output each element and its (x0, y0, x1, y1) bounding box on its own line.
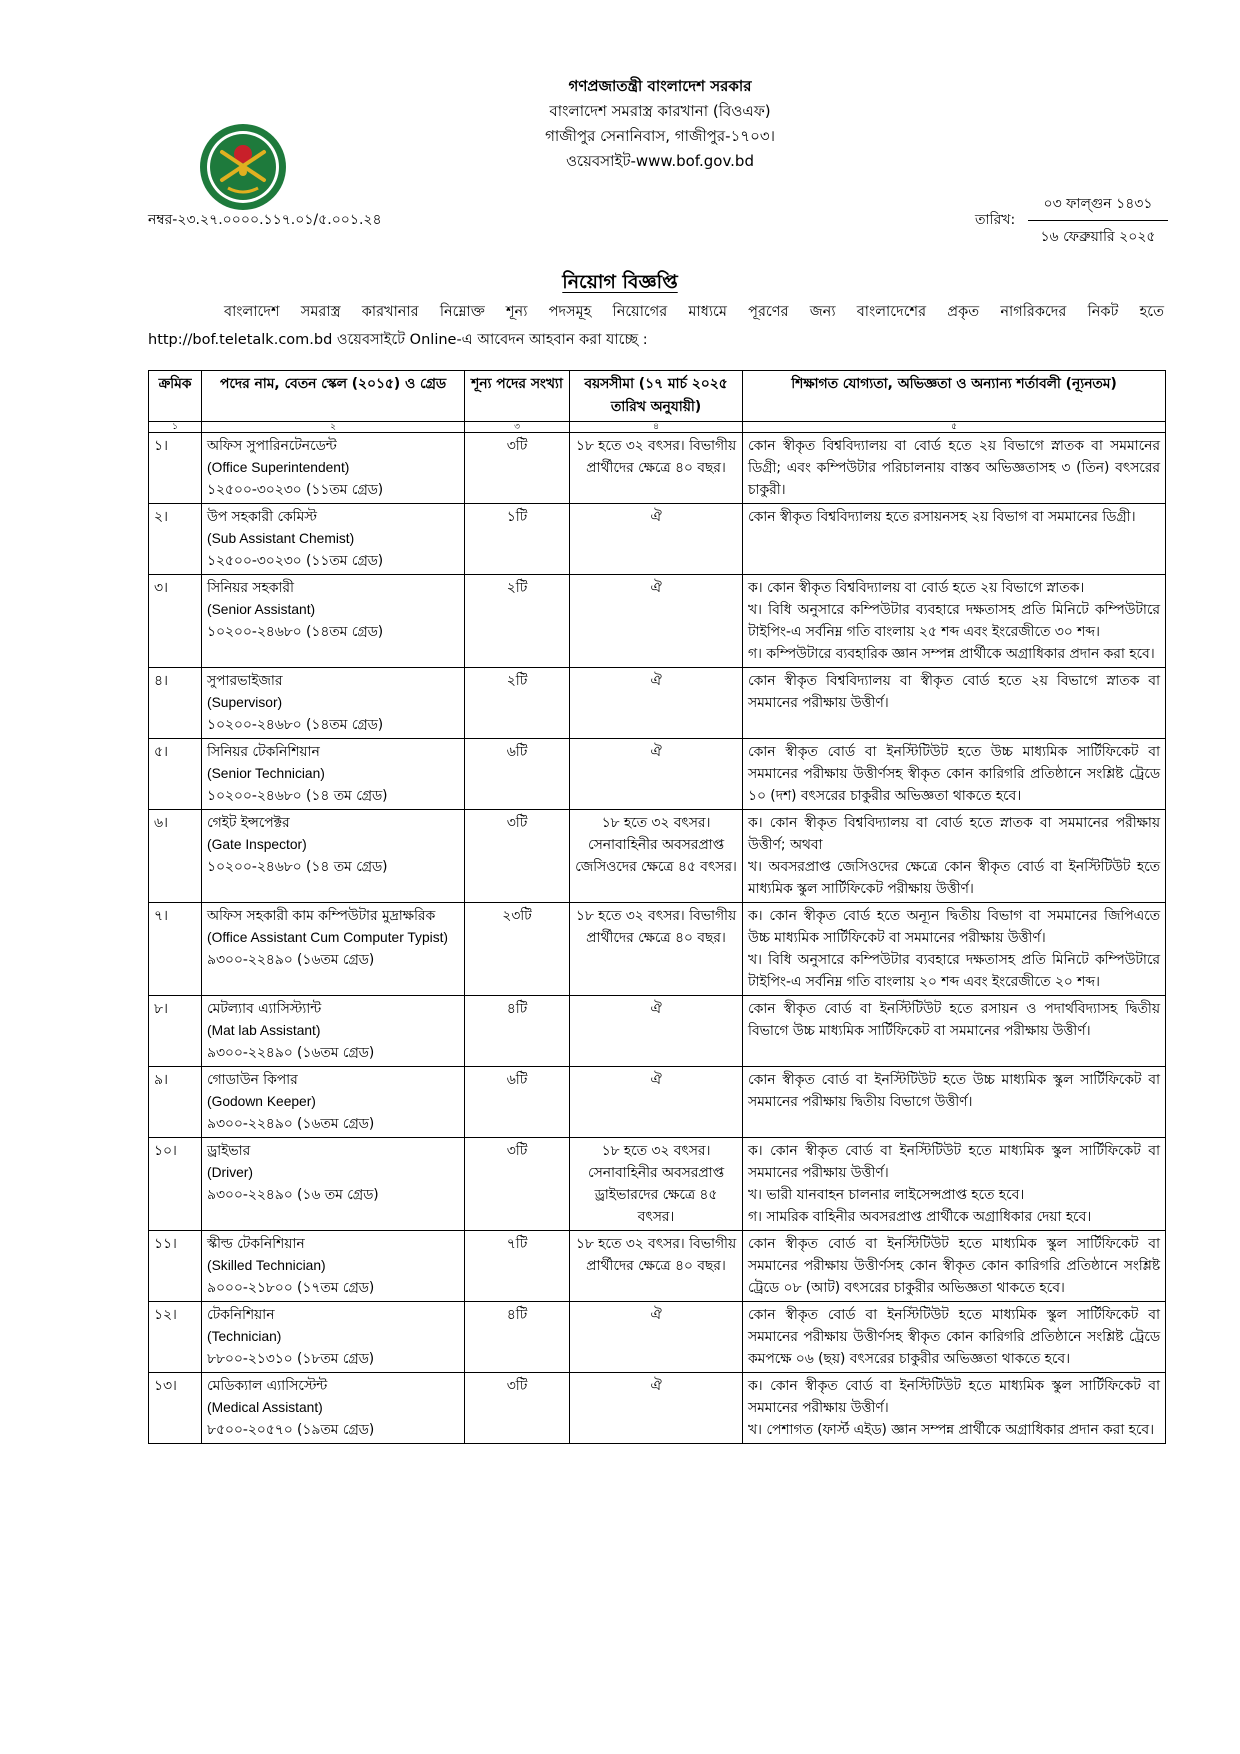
vacancy-count-cell: ২টি (465, 575, 570, 668)
post-cell (202, 810, 465, 903)
post-name-bangla: উপ সহকারী কেমিস্ট (207, 509, 317, 525)
pay-scale: ৯৩০০-২২৪৯০ (১৬তম গ্রেড) (207, 1045, 375, 1061)
qualification-cell (743, 433, 1166, 504)
serial-cell: ১। (149, 433, 202, 504)
organization-name: বাংলাদেশ সমরাস্ত্র কারখানা (বিওএফ) (549, 102, 771, 120)
qualification-line: কোন স্বীকৃত বোর্ড বা ইনস্টিটিউট হতে রসায়ন ও পদার্থবিদ্যাসহ দ্বিতীয় বিভাগে উচ্চ মাধ্যমিক সার্টিফিকেট বা সমমানের পরীক্ষায় উত্তীর্ণ। (748, 1001, 1160, 1039)
vacancy-count-cell: ২টি (465, 668, 570, 739)
age-limit-cell: ঐ (570, 1302, 743, 1373)
post-name-english: (Gate Inspector) (207, 837, 307, 852)
pay-scale: ৯৩০০-২২৪৯০ (১৬ তম গ্রেড) (207, 1187, 379, 1203)
pay-scale: ১০২০০-২৪৬৮০ (১৪তম গ্রেড) (207, 717, 384, 733)
serial-cell: ৮। (149, 996, 202, 1067)
vacancy-count-cell: ৩টি (465, 433, 570, 504)
post-cell (202, 903, 465, 996)
pay-scale: ৮৮০০-২১৩১০ (১৮তম গ্রেড) (207, 1351, 375, 1367)
vacancy-count-cell: ৩টি (465, 1373, 570, 1444)
age-limit-cell: ঐ (570, 996, 743, 1067)
table-row (149, 903, 1166, 996)
qualification-cell (743, 739, 1166, 810)
post-name-english: (Sub Assistant Chemist) (207, 531, 355, 546)
age-limit-cell: ঐ (570, 504, 743, 575)
pay-scale: ১০২০০-২৪৬৮০ (১৪ তম গ্রেড) (207, 788, 388, 804)
post-name-bangla: সিনিয়র সহকারী (207, 580, 294, 596)
post-cell (202, 1067, 465, 1138)
serial-cell: ১০। (149, 1138, 202, 1231)
post-name-english: (Driver) (207, 1165, 253, 1180)
post-name-bangla: ড্রাইভার (207, 1143, 251, 1159)
age-limit-cell: ঐ (570, 668, 743, 739)
post-cell (202, 668, 465, 739)
intro-line-2: http://bof.teletalk.com.bd ওয়েবসাইটে Online-এ আবেদন আহবান করা যাচ্ছে : (148, 332, 648, 348)
qualification-line: কোন স্বীকৃত বিশ্ববিদ্যালয় হতে রসায়নসহ ২য় বিভাগ বা সমমানের ডিগ্রী। (748, 509, 1136, 525)
post-name-bangla: টেকনিশিয়ান (207, 1307, 275, 1323)
post-cell (202, 433, 465, 504)
qualification-cell (743, 903, 1166, 996)
vacancy-count-cell: ৩টি (465, 810, 570, 903)
post-name-english: (Godown Keeper) (207, 1094, 316, 1109)
post-cell (202, 1138, 465, 1231)
table-row (149, 668, 1166, 739)
qualification-cell (743, 1302, 1166, 1373)
qualification-line: গ। কম্পিউটারে ব্যবহারিক জ্ঞান সম্পন্ন প্রার্থীকে অগ্রাধিকার প্রদান করা হবে। (748, 646, 1155, 662)
post-name-bangla: গোডাউন কিপার (207, 1072, 298, 1088)
qualification-line: কোন স্বীকৃত বোর্ড বা ইনস্টিটিউট হতে মাধ্যমিক স্কুল সার্টিফিকেট বা সমমানের পরীক্ষায় উত্তীর্ণসহ স্বীকৃত কোন কারিগরি প্রতিষ্ঠানে সংশ্লিষ্ট ট্রেডে কমপক্ষে ০৬ (ছয়) বৎসরের চাকুরীর অভিজ্ঞতা থাকতে হবে। (748, 1307, 1160, 1367)
header-post: পদের নাম, বেতন স্কেল (২০১৫) ও গ্রেড (202, 371, 465, 422)
serial-cell: ৯। (149, 1067, 202, 1138)
qualification-cell (743, 1231, 1166, 1302)
table-row (149, 996, 1166, 1067)
intro-paragraph (148, 298, 1164, 354)
qualification-line: কোন স্বীকৃত বিশ্ববিদ্যালয় বা স্বীকৃত বোর্ড হতে ২য় বিভাগে স্নাতক বা সমমানের পরীক্ষায় উত্তীর্ণ। (748, 673, 1160, 711)
table-row (149, 433, 1166, 504)
serial-cell: ২। (149, 504, 202, 575)
post-name-english: (Senior Technician) (207, 766, 325, 781)
post-name-bangla: গেইট ইন্সপেক্টর (207, 815, 290, 831)
post-name-bangla: মেডিক্যাল এ্যাসিস্টেন্ট (207, 1378, 328, 1394)
pay-scale: ৮৫০০-২০৫৭০ (১৯তম গ্রেড) (207, 1422, 375, 1438)
post-name-english: (Office Assistant Cum Computer Typist) (207, 930, 449, 945)
qualification-line: ক। কোন স্বীকৃত বোর্ড বা ইনস্টিটিউট হতে মাধ্যমিক স্কুল সার্টিফিকেট বা সমমানের পরীক্ষায় উত্তীর্ণ। (748, 1143, 1160, 1181)
header-qualification: শিক্ষাগত যোগ্যতা, অভিজ্ঞতা ও অন্যান্য শর্তাবলী (ন্যূনতম) (743, 371, 1166, 422)
qualification-line: ক। কোন স্বীকৃত বিশ্ববিদ্যালয় বা বোর্ড হতে স্নাতক বা সমমানের পরীক্ষায় উত্তীর্ণ; অথবা (748, 815, 1160, 853)
qualification-line: খ। বিধি অনুসারে কম্পিউটার ব্যবহারে দক্ষতাসহ প্রতি মিনিটে কম্পিউটারে টাইপিং-এ সর্বনিম্ন গতি বাংলায় ২৫ শব্দ এবং ইংরেজীতে ৩০ শব্দ। (748, 602, 1160, 640)
post-name-english: (Medical Assistant) (207, 1400, 323, 1415)
age-limit-cell: ঐ (570, 1067, 743, 1138)
post-name-english: (Senior Assistant) (207, 602, 316, 617)
table-row (149, 575, 1166, 668)
qualification-line: ক। কোন স্বীকৃত বোর্ড হতে অন্যূন দ্বিতীয় বিভাগ বা সমমানের জিপিএতে উচ্চ মাধ্যমিক সার্টিফিকেট বা সমমানের পরীক্ষায় উত্তীর্ণ। (748, 908, 1160, 946)
post-cell (202, 504, 465, 575)
table-row (149, 1373, 1166, 1444)
qualification-cell (743, 575, 1166, 668)
intro-line-1: বাংলাদেশ সমরাস্ত্র কারখানার নিম্নোক্ত শূন্য পদসমূহ নিয়োগের মাধ্যমে পূরণের জন্য বাংলাদেশের প্রকৃত নাগরিকদের নিকট হতে (224, 304, 1164, 320)
table-row (149, 504, 1166, 575)
qualification-line: খ। বিধি অনুসারে কম্পিউটার ব্যবহারে দক্ষতাসহ প্রতি মিনিটে কম্পিউটারে টাইপিং-এ সর্বনিম্ন গতি বাংলায় ২০ শব্দ এবং ইংরেজীতে ২০ শব্দ। (748, 952, 1160, 990)
qualification-line: ক। কোন স্বীকৃত বিশ্ববিদ্যালয় বা বোর্ড হতে ২য় বিভাগে স্নাতক। (748, 580, 1085, 596)
pay-scale: ৯৩০০-২২৪৯০ (১৬তম গ্রেড) (207, 1116, 375, 1132)
qualification-line: কোন স্বীকৃত বোর্ড বা ইনস্টিটিউট হতে উচ্চ মাধ্যমিক স্কুল সার্টিফিকেট বা সমমানের পরীক্ষায় দ্বিতীয় বিভাগে উত্তীর্ণ। (748, 1072, 1160, 1110)
post-cell (202, 1231, 465, 1302)
header-age: বয়সসীমা (১৭ মার্চ ২০২৫ তারিখ অনুযায়ী) (570, 371, 743, 422)
header-serial: ক্রমিক (149, 371, 202, 422)
table-row (149, 1067, 1166, 1138)
post-name-bangla: স্কীল্ড টেকনিশিয়ান (207, 1236, 305, 1252)
qualification-line: কোন স্বীকৃত বিশ্ববিদ্যালয় বা বোর্ড হতে ২য় বিভাগে স্নাতক বা সমমানের ডিগ্রী; এবং কম্পিউটার পরিচালনায় বাস্তব অভিজ্ঞতাসহ ৩ (তিন) বৎসরের চাকুরী। (748, 438, 1160, 498)
organization-address: গাজীপুর সেনানিবাস, গাজীপুর-১৭০৩। (545, 127, 775, 145)
post-name-english: (Technician) (207, 1329, 282, 1344)
post-cell (202, 1373, 465, 1444)
age-limit-cell: ১৮ হতে ৩২ বৎসর। সেনাবাহিনীর অবসরপ্রাপ্ত জেসিওদের ক্ষেত্রে ৪৫ বৎসর। (570, 810, 743, 903)
qualification-cell (743, 1373, 1166, 1444)
qualification-cell (743, 668, 1166, 739)
pay-scale: ১২৫০০-৩০২৩০ (১১তম গ্রেড) (207, 482, 384, 498)
column-number: ৩ (465, 422, 570, 433)
table-row (149, 810, 1166, 903)
serial-cell: ৭। (149, 903, 202, 996)
qualification-line: খ। অবসরপ্রাপ্ত জেসিওদের ক্ষেত্রে কোন স্বীকৃত বোর্ড বা ইনস্টিটিউট হতে মাধ্যমিক স্কুল সার্টিফিকেট পরীক্ষায় উত্তীর্ণ। (748, 859, 1160, 897)
serial-cell: ৩। (149, 575, 202, 668)
column-number: ১ (149, 422, 202, 433)
column-number: ৫ (743, 422, 1166, 433)
vacancy-count-cell: ৪টি (465, 996, 570, 1067)
table-row (149, 1138, 1166, 1231)
post-name-english: (Office Superintendent) (207, 460, 350, 475)
pay-scale: ১০২০০-২৪৬৮০ (১৪তম গ্রেড) (207, 624, 384, 640)
vacancy-count-cell: ৪টি (465, 1302, 570, 1373)
memo-number: নম্বর-২৩.২৭.০০০০.১১৭.০১/৫.০০১.২৪ (148, 212, 382, 228)
pay-scale: ১২৫০০-৩০২৩০ (১১তম গ্রেড) (207, 553, 384, 569)
vacancy-count-cell: ২৩টি (465, 903, 570, 996)
qualification-line: খ। ভারী যানবাহন চালনার লাইসেন্সপ্রাপ্ত হতে হবে। (748, 1187, 1025, 1203)
qualification-line: কোন স্বীকৃত বোর্ড বা ইনস্টিটিউট হতে মাধ্যমিক স্কুল সার্টিফিকেট বা সমমানের পরীক্ষায় উত্তীর্ণসহ কোন স্বীকৃত কোন কারিগরি প্রতিষ্ঠানে সংশ্লিষ্ট ট্রেডে ০৮ (আট) বৎসরের চাকুরীর অভিজ্ঞতা থাকতে হবে। (748, 1236, 1160, 1296)
table-row (149, 739, 1166, 810)
notice-title-text: নিয়োগ বিজ্ঞপ্তি (562, 271, 678, 293)
table-header-row (149, 371, 1166, 422)
post-name-bangla: সিনিয়র টেকনিশিয়ান (207, 744, 320, 760)
table-row (149, 1302, 1166, 1373)
header-count: শূন্য পদের সংখ্যা (465, 371, 570, 422)
serial-cell: ৪। (149, 668, 202, 739)
serial-cell: ১১। (149, 1231, 202, 1302)
qualification-line: ক। কোন স্বীকৃত বোর্ড বা ইনস্টিটিউট হতে মাধ্যমিক স্কুল সার্টিফিকেট বা সমমানের পরীক্ষায় উত্তীর্ণ। (748, 1378, 1160, 1416)
pay-scale: ৯০০০-২১৮০০ (১৭তম গ্রেড) (207, 1280, 375, 1296)
post-cell (202, 1302, 465, 1373)
vacancy-rows (149, 433, 1166, 1444)
age-limit-cell: ঐ (570, 575, 743, 668)
office-header (440, 74, 880, 174)
pay-scale: ৯৩০০-২২৪৯০ (১৬তম গ্রেড) (207, 952, 375, 968)
qualification-cell (743, 996, 1166, 1067)
organization-website: ওয়েবসাইট-www.bof.gov.bd (566, 152, 754, 170)
post-name-english: (Mat lab Assistant) (207, 1023, 321, 1038)
qualification-cell (743, 1067, 1166, 1138)
date-label: তারিখ: (975, 212, 1016, 228)
column-number: ৪ (570, 422, 743, 433)
post-name-bangla: অফিস সুপারিনটেনডেন্ট (207, 438, 337, 454)
date-gregorian: ১৬ ফেব্রুয়ারি ২০২৫ (1040, 229, 1156, 245)
pay-scale: ১০২০০-২৪৬৮০ (১৪ তম গ্রেড) (207, 859, 388, 875)
age-limit-cell: ১৮ হতে ৩২ বৎসর। বিভাগীয় প্রার্থীদের ক্ষেত্রে ৪০ বছর। (570, 903, 743, 996)
vacancy-count-cell: ৩টি (465, 1138, 570, 1231)
age-limit-cell: ঐ (570, 739, 743, 810)
column-number-row (149, 422, 1166, 433)
post-name-bangla: সুপারভাইজার (207, 673, 283, 689)
notice-title (0, 268, 1240, 300)
column-number: ২ (202, 422, 465, 433)
post-name-bangla: মেটল্যাব এ্যাসিস্ট্যান্ট (207, 1001, 322, 1017)
date-box (1028, 192, 1168, 249)
vacancy-table (148, 370, 1166, 1444)
vacancy-count-cell: ৭টি (465, 1231, 570, 1302)
qualification-line: কোন স্বীকৃত বোর্ড বা ইনস্টিটিউট হতে উচ্চ মাধ্যমিক সার্টিফিকেট বা সমমানের পরীক্ষায় উত্তীর্ণসহ স্বীকৃত কোন কারিগরি প্রতিষ্ঠানে সংশ্লিষ্ট ট্রেডে ১০ (দশ) বৎসরের চাকুরীর অভিজ্ঞতা থাকতে হবে। (748, 744, 1160, 804)
qualification-cell (743, 810, 1166, 903)
government-name: গণপ্রজাতন্ত্রী বাংলাদেশ সরকার (568, 77, 752, 95)
date-bangla: ০৩ ফাল্গুন ১৪৩১ (1028, 192, 1168, 221)
post-name-bangla: অফিস সহকারী কাম কম্পিউটার মুদ্রাক্ষরিক (207, 908, 436, 924)
qualification-cell (743, 504, 1166, 575)
post-cell (202, 996, 465, 1067)
post-name-english: (Supervisor) (207, 695, 283, 710)
qualification-cell (743, 1138, 1166, 1231)
age-limit-cell: ঐ (570, 1373, 743, 1444)
qualification-line: খ। পেশাগত (ফার্স্ট এইড) জ্ঞান সম্পন্ন প্রার্থীকে অগ্রাধিকার প্রদান করা হবে। (748, 1422, 1155, 1438)
post-name-english: (Skilled Technician) (207, 1258, 326, 1273)
qualification-line: গ। সামরিক বাহিনীর অবসরপ্রাপ্ত প্রার্থীকে অগ্রাধিকার দেয়া হবে। (748, 1209, 1092, 1225)
post-cell (202, 739, 465, 810)
age-limit-cell: ১৮ হতে ৩২ বৎসর। সেনাবাহিনীর অবসরপ্রাপ্ত ড্রাইভারদের ক্ষেত্রে ৪৫ বৎসর। (570, 1138, 743, 1231)
post-cell (202, 575, 465, 668)
vacancy-count-cell: ৬টি (465, 739, 570, 810)
bof-emblem-logo (198, 122, 288, 212)
age-limit-cell: ১৮ হতে ৩২ বৎসর। বিভাগীয় প্রার্থীদের ক্ষেত্রে ৪০ বছর। (570, 433, 743, 504)
age-limit-cell: ১৮ হতে ৩২ বৎসর। বিভাগীয় প্রার্থীদের ক্ষেত্রে ৪০ বছর। (570, 1231, 743, 1302)
serial-cell: ১২। (149, 1302, 202, 1373)
vacancy-count-cell: ৬টি (465, 1067, 570, 1138)
serial-cell: ৫। (149, 739, 202, 810)
vacancy-count-cell: ১টি (465, 504, 570, 575)
table-row (149, 1231, 1166, 1302)
serial-cell: ১৩। (149, 1373, 202, 1444)
serial-cell: ৬। (149, 810, 202, 903)
